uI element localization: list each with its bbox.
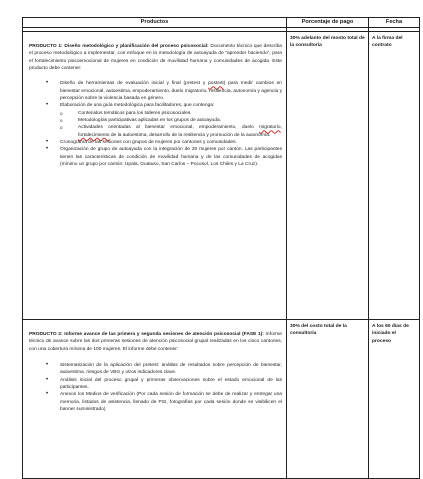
product-1-payment: 30% adelanto del monto total de la consultoría — [287, 32, 369, 320]
header-productos: Productos — [23, 18, 287, 28]
product-2-payment: 30% del costo total de la consultoría — [287, 320, 369, 479]
product-2-title: PRODUCTO 2: Informe avance de las primera y segunda sesiones de atención psicosocial (FASE 1): — [29, 332, 264, 337]
table-row — [23, 320, 420, 479]
product-1-title: PRODUCTO 1: Diseño metodológico y planificación del proceso psicosocial: — [29, 44, 209, 49]
header-fecha: Fecha — [369, 18, 420, 28]
list-item: • Cronograma de las sesiones con grupos de mujeres por cantones y comunidades. — [29, 139, 282, 146]
table-row — [23, 32, 420, 320]
products-table — [22, 17, 420, 479]
list-item: • Sistematización de la aplicación del pretest: análisis de resultados sobre percepción de bienestar, autoestima, riesgos de VBG y otros indicadores clave. — [29, 362, 282, 377]
product-1-cell — [23, 32, 287, 320]
list-item: • Diseño de herramientas de evaluación inicial y final (pretest y postest) para medir cambios en bienestar emocional, autoestima, empoderamiento, duelo migratorio, resiliencia, autonomía y agencia y percepción sobre la violencia basada en género. — [29, 80, 282, 102]
list-item: • Elaboración de una guía metodológica para facilitadores, que contenga: o Contenidos temáticos para los talleres psicosociales. o Metodologías participativas aplicadas en los grupos de autoayuda. o Actividades orientadas al bienestar emocional, empoderamiento, duelo migratorio, fortalecimiento de la autoestima, desarrollo de la resiliencia y promoción de la autonomía. — [29, 102, 282, 139]
spellcheck-word: postest — [208, 81, 224, 87]
product-1-description: Documento técnico que describa el proceso metodológico a implementar, con enfoque en la metodología de autoayuda de “aprender haciendo”, para el fortalecimiento psicoemocional de mujeres en condición de movilidad humana y comunidades de acogida. Este producto debe contener: — [29, 44, 282, 72]
list-item: • Organización de grupo de autoayuda con la integración de 20 mujeres por cantón. Las participantes tienen las características de condición de movilidad humana y de las comunidades de acogidas (mínimo un grupo por cantón: Upala, Guatuso, San Carlos – Pocosol, Los Chiles y La Cruz). — [29, 146, 282, 168]
sub-list-item: o Metodologías participativas aplicadas en los grupos de autoayuda. — [29, 117, 282, 124]
header-porcentaje: Porcentaje de pago — [287, 18, 369, 28]
spellcheck-word: migratorio — [259, 125, 281, 131]
list-item: • Análisis inicial del proceso grupal y primeras observaciones sobre el estado emocional de las participantes. — [29, 377, 282, 392]
product-2-description: Informe técnico de avance sobre las dos primeras sesiones de atención psicosocial grupal realizadas en los cinco cantones, con una cobertura mínima de 100 mujeres. El informe debe contener: — [29, 332, 282, 352]
list-item: • Anexos los Medios de verificación (Por cada sesión de formación se debe de realizar y entregar una memoria, listados de asistencia, llenado de PSI, fotografías por cada sesión donde se visibilicen el banner suministrado) — [29, 391, 282, 413]
sub-list-item: o Contenidos temáticos para los talleres psicosociales. — [29, 110, 282, 117]
spellcheck-word: fortalecimiento — [78, 132, 110, 138]
table-header-row — [23, 18, 420, 28]
product-1-date: A la firma del contrato — [369, 32, 420, 320]
product-2-date: A los 60 días de iniciado el proceso — [369, 320, 420, 479]
sub-list-item: o Actividades orientadas al bienestar emocional, empoderamiento, duelo migratorio, fortalecimiento de la autoestima, desarrollo de la resiliencia y promoción de la autonomía. — [29, 124, 282, 139]
document-page — [22, 17, 416, 479]
product-2-cell — [23, 320, 287, 479]
